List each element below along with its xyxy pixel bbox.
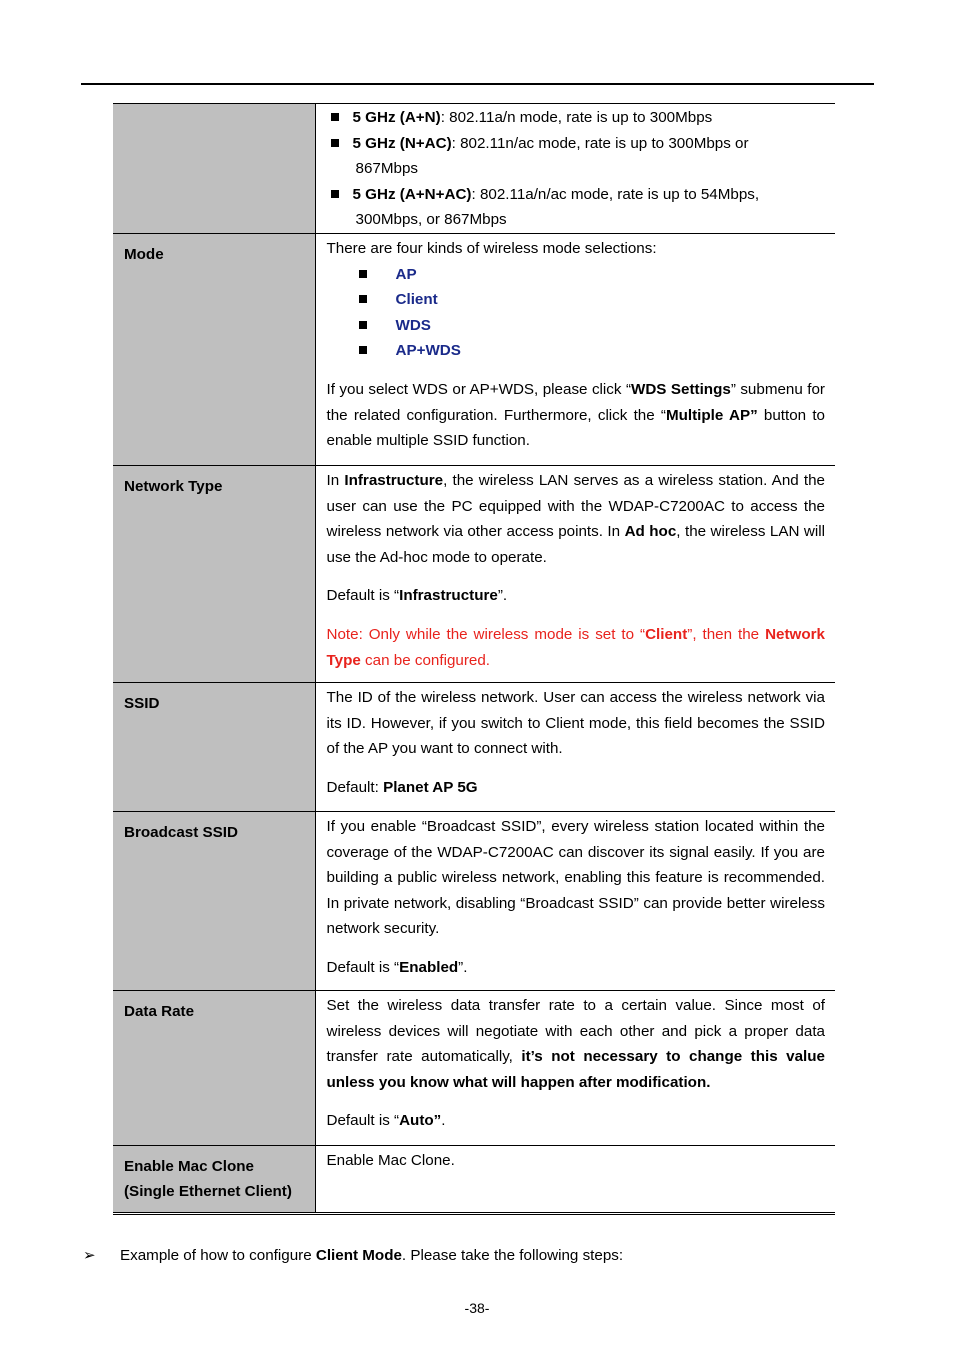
- settings-table: [113, 103, 835, 1215]
- band-list: [327, 105, 826, 233]
- row-description: [315, 1145, 835, 1213]
- table-row: [113, 1145, 835, 1213]
- default-value: Default is “Auto”.: [326, 1112, 446, 1130]
- table-row: [113, 682, 835, 811]
- list-item: 5 GHz (A+N): 802.11a/n mode, rate is up to 300Mbps: [327, 105, 826, 131]
- mode-ap-wds: AP+WDS: [359, 338, 826, 364]
- table-row: [113, 104, 835, 234]
- row-label: Network Type: [113, 465, 315, 682]
- row-label: Mode: [113, 233, 315, 465]
- network-type-paragraph: In Infrastructure, the wireless LAN serves as a wireless station. And the user can use the PC equipped with the WDAP-C7200AC to access the wireless network via other access points. In Ad hoc, the wireless LAN will use the Ad-hoc mode to operate.: [326, 471, 826, 566]
- row-description: [315, 233, 835, 465]
- mode-ap: AP: [359, 262, 826, 288]
- default-value: Default is “Infrastructure”.: [326, 587, 508, 605]
- broadcast-ssid-paragraph: If you enable “Broadcast SSID”, every wireless station located within the coverage of the WDAP-C7200AC can discover its signal easily. If you are building a public wireless network, enabling this feature is recommended. In private network, disabling “Broadcast SSID” can provide better wireless network security.: [326, 817, 825, 938]
- data-rate-paragraph: Set the wireless data transfer rate to a certain value. Since most of wireless devices will negotiate with each other and pick a proper data transfer rate automatically, it’s not necessary to change this value unless you know what will happen after modification.: [326, 996, 825, 1091]
- row-description: [315, 465, 835, 682]
- arrow-bullet-icon: ➢: [83, 1247, 96, 1264]
- row-description: [315, 990, 835, 1145]
- mac-clone-paragraph: Enable Mac Clone.: [326, 1151, 455, 1169]
- row-description: [315, 682, 835, 811]
- example-text: Example of how to configure Client Mode. Please take the following steps:: [120, 1247, 624, 1264]
- list-item: 5 GHz (A+N+AC): 802.11a/n/ac mode, rate is up to 54Mbps, 300Mbps, or 867Mbps: [327, 182, 826, 233]
- table-row: [113, 990, 835, 1145]
- list-item: 5 GHz (N+AC): 802.11n/ac mode, rate is up to 300Mbps or 867Mbps: [327, 131, 826, 182]
- row-description: [315, 104, 835, 234]
- default-value: Default: Planet AP 5G: [326, 778, 478, 796]
- row-label: Enable Mac Clone (Single Ethernet Client): [113, 1145, 315, 1213]
- row-description: [315, 811, 835, 990]
- note-text: Note: Only while the wireless mode is set to “Client”, then the Network Type can be configured.: [326, 625, 825, 669]
- table-row: [113, 811, 835, 990]
- default-value: Default is “Enabled”.: [326, 958, 468, 976]
- mode-list: [327, 262, 826, 364]
- row-label: [113, 104, 315, 234]
- mode-wds: WDS: [359, 313, 826, 339]
- mode-client: Client: [359, 287, 826, 313]
- page-number: -38-: [464, 1300, 490, 1316]
- row-label: Broadcast SSID: [113, 811, 315, 990]
- mode-intro: There are four kinds of wireless mode selections:: [326, 239, 657, 257]
- row-label: Data Rate: [113, 990, 315, 1145]
- row-label: SSID: [113, 682, 315, 811]
- ssid-paragraph: The ID of the wireless network. User can access the wireless network via its ID. However, if you switch to Client mode, this field becomes the SSID of the AP you want to connect with.: [326, 688, 825, 758]
- mode-paragraph: If you select WDS or AP+WDS, please click “WDS Settings” submenu for the related configuration. Furthermore, click the “Multiple AP” button to enable multiple SSID function.: [326, 380, 825, 450]
- header-rule: [81, 83, 874, 85]
- table-row: [113, 465, 835, 682]
- table-row: [113, 233, 835, 465]
